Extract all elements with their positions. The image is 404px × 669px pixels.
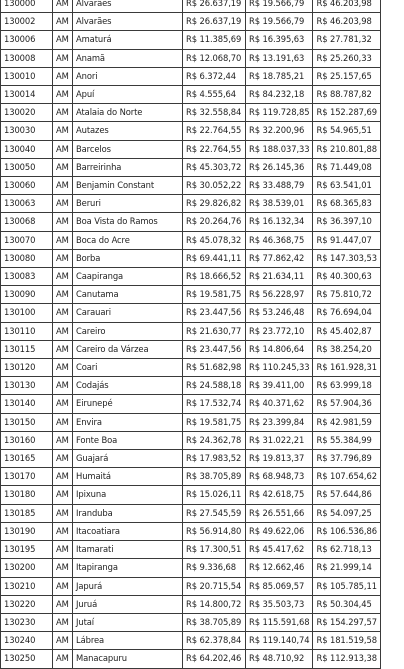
total-cell: R$ 154.297,57 [313, 613, 380, 631]
value-2-cell: R$ 53.246,48 [246, 304, 313, 322]
value-1-cell: R$ 38.705,89 [183, 468, 246, 486]
state-cell: AM [53, 104, 73, 122]
municipality-cell: Caapiranga [73, 268, 183, 286]
table-row [1, 395, 381, 413]
total-cell: R$ 37.796,89 [313, 450, 380, 468]
table-row [1, 213, 381, 231]
municipality-cell: Amaturá [73, 31, 183, 49]
total-cell: R$ 57.904,36 [313, 395, 380, 413]
table-row [1, 559, 381, 577]
value-1-cell: R$ 24.588,18 [183, 377, 246, 395]
municipality-cell: Anamã [73, 49, 183, 67]
value-2-cell: R$ 18.785,21 [246, 67, 313, 85]
value-2-cell: R$ 39.411,00 [246, 377, 313, 395]
ibge-code-cell: 130240 [1, 632, 53, 650]
ibge-code-cell: 130200 [1, 559, 53, 577]
ibge-code-cell: 130165 [1, 450, 53, 468]
state-cell: AM [53, 450, 73, 468]
value-1-cell: R$ 6.372,44 [183, 67, 246, 85]
ibge-code-cell: 130210 [1, 577, 53, 595]
ibge-code-cell: 130008 [1, 49, 53, 67]
table-row [1, 650, 381, 668]
municipality-cell: Manacapuru [73, 650, 183, 668]
state-cell: AM [53, 632, 73, 650]
value-1-cell: R$ 20.264,76 [183, 213, 246, 231]
municipality-cell: Codajás [73, 377, 183, 395]
value-2-cell: R$ 12.662,46 [246, 559, 313, 577]
value-1-cell: R$ 17.300,51 [183, 541, 246, 559]
table-row [1, 195, 381, 213]
value-2-cell: R$ 26.551,66 [246, 504, 313, 522]
state-cell: AM [53, 413, 73, 431]
total-cell: R$ 210.801,88 [313, 140, 380, 158]
value-1-cell: R$ 29.826,82 [183, 195, 246, 213]
value-2-cell: R$ 40.371,62 [246, 395, 313, 413]
ibge-code-cell: 130140 [1, 395, 53, 413]
table-row [1, 49, 381, 67]
value-2-cell: R$ 14.806,64 [246, 340, 313, 358]
municipality-cell: Lábrea [73, 632, 183, 650]
value-2-cell: R$ 21.634,11 [246, 268, 313, 286]
value-2-cell: R$ 31.022,21 [246, 431, 313, 449]
value-2-cell: R$ 42.618,75 [246, 486, 313, 504]
municipality-cell: Alvarães [73, 0, 183, 13]
municipality-cell: Eirunepé [73, 395, 183, 413]
total-cell: R$ 107.654,62 [313, 468, 380, 486]
table-row [1, 140, 381, 158]
total-cell: R$ 46.203,98 [313, 0, 380, 13]
value-1-cell: R$ 26.637,19 [183, 0, 246, 13]
municipality-cell: Jutaí [73, 613, 183, 631]
value-2-cell: R$ 16.395,63 [246, 31, 313, 49]
total-cell: R$ 40.300,63 [313, 268, 380, 286]
municipality-cell: Boa Vista do Ramos [73, 213, 183, 231]
ibge-code-cell: 130100 [1, 304, 53, 322]
total-cell: R$ 50.304,45 [313, 595, 380, 613]
total-cell: R$ 112.913,38 [313, 650, 380, 668]
municipality-cell: Humaitá [73, 468, 183, 486]
value-1-cell: R$ 51.682,98 [183, 359, 246, 377]
state-cell: AM [53, 340, 73, 358]
value-1-cell: R$ 64.202,46 [183, 650, 246, 668]
state-cell: AM [53, 359, 73, 377]
state-cell: AM [53, 431, 73, 449]
value-2-cell: R$ 45.417,62 [246, 541, 313, 559]
state-cell: AM [53, 231, 73, 249]
state-cell: AM [53, 249, 73, 267]
municipality-cell: Benjamin Constant [73, 177, 183, 195]
value-1-cell: R$ 20.715,54 [183, 577, 246, 595]
value-2-cell: R$ 188.037,33 [246, 140, 313, 158]
value-1-cell: R$ 32.558,84 [183, 104, 246, 122]
value-2-cell: R$ 77.862,42 [246, 249, 313, 267]
total-cell: R$ 88.787,82 [313, 86, 380, 104]
value-2-cell: R$ 35.503,73 [246, 595, 313, 613]
table-row [1, 577, 381, 595]
total-cell: R$ 63.541,01 [313, 177, 380, 195]
ibge-code-cell: 130190 [1, 522, 53, 540]
municipality-cell: Ipixuna [73, 486, 183, 504]
state-cell: AM [53, 122, 73, 140]
total-cell: R$ 57.644,86 [313, 486, 380, 504]
ibge-code-cell: 130070 [1, 231, 53, 249]
total-cell: R$ 25.260,33 [313, 49, 380, 67]
state-cell: AM [53, 377, 73, 395]
ibge-code-cell: 130185 [1, 504, 53, 522]
value-1-cell: R$ 19.581,75 [183, 413, 246, 431]
table-row [1, 504, 381, 522]
ibge-code-cell: 130068 [1, 213, 53, 231]
table-row [1, 322, 381, 340]
total-cell: R$ 45.402,87 [313, 322, 380, 340]
value-1-cell: R$ 45.078,32 [183, 231, 246, 249]
state-cell: AM [53, 395, 73, 413]
total-cell: R$ 36.397,10 [313, 213, 380, 231]
value-2-cell: R$ 13.191,63 [246, 49, 313, 67]
ibge-code-cell: 130030 [1, 122, 53, 140]
total-cell: R$ 54.097,25 [313, 504, 380, 522]
ibge-code-cell: 130010 [1, 67, 53, 85]
total-cell: R$ 62.718,13 [313, 541, 380, 559]
state-cell: AM [53, 31, 73, 49]
total-cell: R$ 106.536,86 [313, 522, 380, 540]
value-1-cell: R$ 19.581,75 [183, 286, 246, 304]
value-1-cell: R$ 11.385,69 [183, 31, 246, 49]
state-cell: AM [53, 177, 73, 195]
value-1-cell: R$ 23.447,56 [183, 340, 246, 358]
state-cell: AM [53, 0, 73, 13]
ibge-code-cell: 130170 [1, 468, 53, 486]
value-1-cell: R$ 9.336,68 [183, 559, 246, 577]
state-cell: AM [53, 158, 73, 176]
total-cell: R$ 161.928,31 [313, 359, 380, 377]
value-1-cell: R$ 45.303,72 [183, 158, 246, 176]
state-cell: AM [53, 613, 73, 631]
value-2-cell: R$ 46.368,75 [246, 231, 313, 249]
municipality-cell: Envira [73, 413, 183, 431]
state-cell: AM [53, 468, 73, 486]
value-1-cell: R$ 14.800,72 [183, 595, 246, 613]
ibge-code-cell: 130120 [1, 359, 53, 377]
state-cell: AM [53, 49, 73, 67]
total-cell: R$ 21.999,14 [313, 559, 380, 577]
total-cell: R$ 25.157,65 [313, 67, 380, 85]
total-cell: R$ 75.810,72 [313, 286, 380, 304]
table-row [1, 249, 381, 267]
municipality-cell: Coari [73, 359, 183, 377]
municipality-cell: Itacoatiara [73, 522, 183, 540]
total-cell: R$ 46.203,98 [313, 13, 380, 31]
table-row [1, 158, 381, 176]
value-2-cell: R$ 33.488,79 [246, 177, 313, 195]
state-cell: AM [53, 595, 73, 613]
municipality-cell: Atalaia do Norte [73, 104, 183, 122]
ibge-code-cell: 130083 [1, 268, 53, 286]
state-cell: AM [53, 195, 73, 213]
total-cell: R$ 152.287,69 [313, 104, 380, 122]
value-2-cell: R$ 38.539,01 [246, 195, 313, 213]
table-row [1, 413, 381, 431]
ibge-code-cell: 130006 [1, 31, 53, 49]
value-1-cell: R$ 24.362,78 [183, 431, 246, 449]
municipality-cell: Juruá [73, 595, 183, 613]
ibge-code-cell: 130002 [1, 13, 53, 31]
municipality-cell: Careiro da Várzea [73, 340, 183, 358]
value-2-cell: R$ 19.566,79 [246, 13, 313, 31]
state-cell: AM [53, 67, 73, 85]
ibge-code-cell: 130130 [1, 377, 53, 395]
value-2-cell: R$ 119.140,74 [246, 632, 313, 650]
ibge-code-cell: 130040 [1, 140, 53, 158]
ibge-code-cell: 130110 [1, 322, 53, 340]
state-cell: AM [53, 213, 73, 231]
value-2-cell: R$ 115.591,68 [246, 613, 313, 631]
total-cell: R$ 181.519,58 [313, 632, 380, 650]
state-cell: AM [53, 486, 73, 504]
ibge-code-cell: 130063 [1, 195, 53, 213]
value-1-cell: R$ 17.532,74 [183, 395, 246, 413]
ibge-code-cell: 130250 [1, 650, 53, 668]
ibge-code-cell: 130020 [1, 104, 53, 122]
municipality-cell: Barcelos [73, 140, 183, 158]
municipality-cell: Boca do Acre [73, 231, 183, 249]
ibge-code-cell: 130220 [1, 595, 53, 613]
table-row [1, 304, 381, 322]
total-cell: R$ 42.981,59 [313, 413, 380, 431]
state-cell: AM [53, 268, 73, 286]
table-row [1, 632, 381, 650]
value-2-cell: R$ 119.728,85 [246, 104, 313, 122]
state-cell: AM [53, 650, 73, 668]
value-2-cell: R$ 16.132,34 [246, 213, 313, 231]
ibge-code-cell: 130000 [1, 0, 53, 13]
table-row [1, 0, 381, 13]
municipality-cell: Itapiranga [73, 559, 183, 577]
table-row [1, 177, 381, 195]
municipality-cell: Apuí [73, 86, 183, 104]
value-1-cell: R$ 56.914,80 [183, 522, 246, 540]
table-row [1, 613, 381, 631]
ibge-code-cell: 130195 [1, 541, 53, 559]
table-row [1, 431, 381, 449]
value-1-cell: R$ 38.705,89 [183, 613, 246, 631]
total-cell: R$ 71.449,08 [313, 158, 380, 176]
value-1-cell: R$ 69.441,11 [183, 249, 246, 267]
municipality-cell: Anori [73, 67, 183, 85]
municipality-cell: Fonte Boa [73, 431, 183, 449]
state-cell: AM [53, 86, 73, 104]
state-cell: AM [53, 541, 73, 559]
table-row [1, 31, 381, 49]
total-cell: R$ 147.303,53 [313, 249, 380, 267]
value-1-cell: R$ 17.983,52 [183, 450, 246, 468]
municipality-cell: Careiro [73, 322, 183, 340]
ibge-code-cell: 130060 [1, 177, 53, 195]
value-1-cell: R$ 23.447,56 [183, 304, 246, 322]
value-2-cell: R$ 85.069,57 [246, 577, 313, 595]
value-2-cell: R$ 84.232,18 [246, 86, 313, 104]
value-2-cell: R$ 32.200,96 [246, 122, 313, 140]
value-1-cell: R$ 62.378,84 [183, 632, 246, 650]
municipality-cell: Japurá [73, 577, 183, 595]
municipality-cell: Beruri [73, 195, 183, 213]
table-row [1, 13, 381, 31]
value-2-cell: R$ 68.948,73 [246, 468, 313, 486]
total-cell: R$ 76.694,04 [313, 304, 380, 322]
total-cell: R$ 27.781,32 [313, 31, 380, 49]
total-cell: R$ 55.384,99 [313, 431, 380, 449]
table-row [1, 286, 381, 304]
municipality-cell: Itamarati [73, 541, 183, 559]
ibge-code-cell: 130090 [1, 286, 53, 304]
value-2-cell: R$ 26.145,36 [246, 158, 313, 176]
value-1-cell: R$ 18.666,52 [183, 268, 246, 286]
table-row [1, 595, 381, 613]
table-row [1, 377, 381, 395]
state-cell: AM [53, 322, 73, 340]
state-cell: AM [53, 559, 73, 577]
table-row [1, 450, 381, 468]
state-cell: AM [53, 304, 73, 322]
table-row [1, 104, 381, 122]
table-row [1, 541, 381, 559]
table-row [1, 340, 381, 358]
value-2-cell: R$ 110.245,33 [246, 359, 313, 377]
table-body [1, 0, 381, 668]
value-1-cell: R$ 26.637,19 [183, 13, 246, 31]
municipality-cell: Carauari [73, 304, 183, 322]
value-1-cell: R$ 30.052,22 [183, 177, 246, 195]
value-1-cell: R$ 15.026,11 [183, 486, 246, 504]
state-cell: AM [53, 522, 73, 540]
value-1-cell: R$ 12.068,70 [183, 49, 246, 67]
state-cell: AM [53, 13, 73, 31]
table-row [1, 268, 381, 286]
total-cell: R$ 54.965,51 [313, 122, 380, 140]
value-1-cell: R$ 22.764,55 [183, 122, 246, 140]
municipality-cell: Autazes [73, 122, 183, 140]
state-cell: AM [53, 577, 73, 595]
total-cell: R$ 91.447,07 [313, 231, 380, 249]
value-2-cell: R$ 23.399,84 [246, 413, 313, 431]
municipality-cell: Guajará [73, 450, 183, 468]
state-cell: AM [53, 286, 73, 304]
value-1-cell: R$ 21.630,77 [183, 322, 246, 340]
state-cell: AM [53, 140, 73, 158]
municipality-cell: Barreirinha [73, 158, 183, 176]
table-row [1, 86, 381, 104]
total-cell: R$ 68.365,83 [313, 195, 380, 213]
table-row [1, 468, 381, 486]
value-2-cell: R$ 49.622,06 [246, 522, 313, 540]
ibge-code-cell: 130180 [1, 486, 53, 504]
value-1-cell: R$ 22.764,55 [183, 140, 246, 158]
table-row [1, 522, 381, 540]
ibge-code-cell: 130080 [1, 249, 53, 267]
value-2-cell: R$ 19.566,79 [246, 0, 313, 13]
table-row [1, 486, 381, 504]
total-cell: R$ 38.254,20 [313, 340, 380, 358]
municipality-cell: Canutama [73, 286, 183, 304]
table-row [1, 122, 381, 140]
value-1-cell: R$ 27.545,59 [183, 504, 246, 522]
ibge-code-cell: 130050 [1, 158, 53, 176]
table-row [1, 359, 381, 377]
table-row [1, 231, 381, 249]
table-row [1, 67, 381, 85]
value-2-cell: R$ 23.772,10 [246, 322, 313, 340]
value-1-cell: R$ 4.555,64 [183, 86, 246, 104]
ibge-code-cell: 130014 [1, 86, 53, 104]
value-2-cell: R$ 56.228,97 [246, 286, 313, 304]
ibge-code-cell: 130115 [1, 340, 53, 358]
value-2-cell: R$ 19.813,37 [246, 450, 313, 468]
municipality-cell: Alvarães [73, 13, 183, 31]
total-cell: R$ 63.999,18 [313, 377, 380, 395]
ibge-code-cell: 130230 [1, 613, 53, 631]
total-cell: R$ 105.785,11 [313, 577, 380, 595]
ibge-code-cell: 130160 [1, 431, 53, 449]
value-2-cell: R$ 48.710,92 [246, 650, 313, 668]
state-cell: AM [53, 504, 73, 522]
municipality-cell: Borba [73, 249, 183, 267]
ibge-code-cell: 130150 [1, 413, 53, 431]
municipality-cell: Iranduba [73, 504, 183, 522]
